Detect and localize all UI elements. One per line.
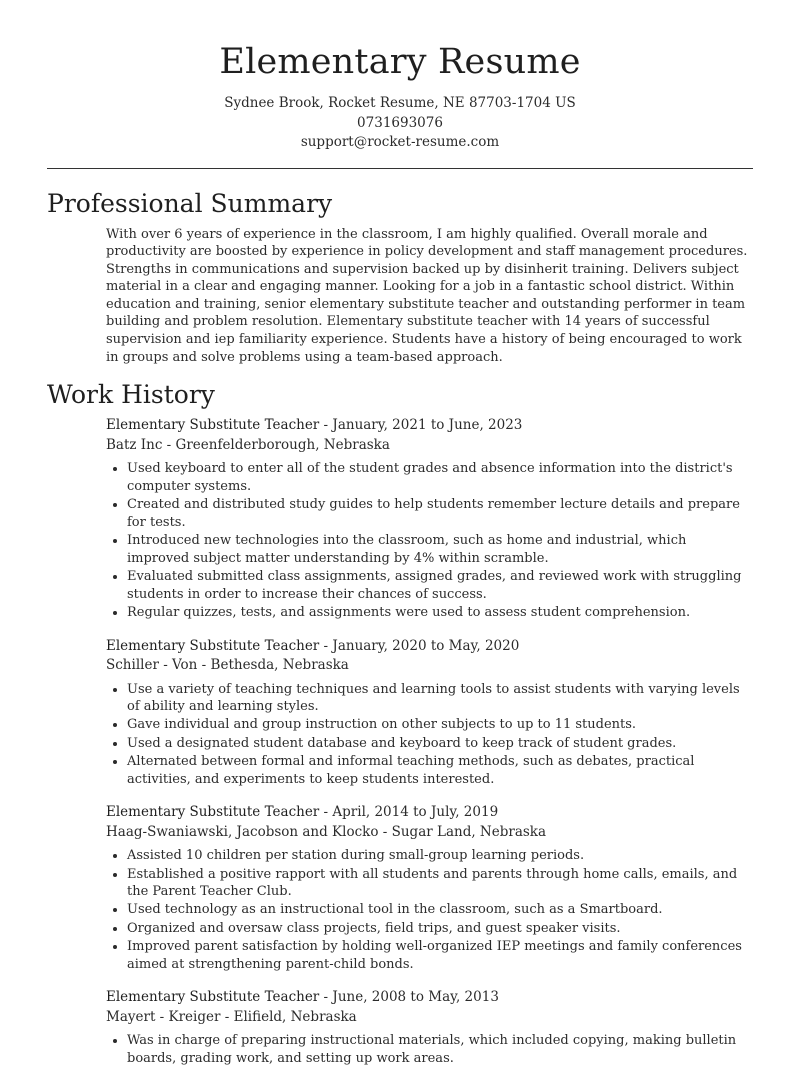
list-item: • Introduced new technologies into the classroom, such as home and industrial, which improved subject matter understanding by 4% within scramble. — [127, 532, 752, 567]
job-company-line — [106, 823, 752, 843]
job-location: - Bethesda, Nebraska — [197, 657, 349, 674]
contact-phone: 0731693076 — [357, 114, 443, 131]
job-title: Elementary Substitute Teacher — [106, 804, 320, 821]
job-title-line — [106, 416, 752, 436]
list-item: • Used a designated student database and keyboard to keep track of student grades. — [127, 735, 752, 753]
job-title-line — [106, 803, 752, 823]
contact-info — [0, 94, 800, 153]
job-location: - Greenfelderborough, Nebraska — [162, 436, 390, 453]
job-entry — [106, 416, 752, 621]
job-company: Schiller - Von — [106, 657, 198, 674]
list-item: • Used technology as an instructional tool in the classroom, such as a Smartboard. — [127, 901, 752, 919]
job-bullets — [106, 681, 752, 789]
job-title-line — [106, 637, 752, 657]
list-item: • Was in charge of preparing instructional materials, which included copying, making bulletin boards, grading work, and setting up work areas. — [127, 1032, 752, 1067]
job-bullets — [106, 460, 752, 621]
job-title: Elementary Substitute Teacher — [106, 417, 320, 434]
list-item: • Regular quizzes, tests, and assignments were used to assess student comprehension. — [127, 604, 752, 622]
job-dates: - April, 2014 to July, 2019 — [319, 804, 499, 821]
work-history-heading: Work History — [47, 380, 215, 410]
job-dates: - January, 2021 to June, 2023 — [319, 417, 523, 434]
list-item: • Evaluated submitted class assignments, assigned grades, and reviewed work with struggling students in order to increase their chances of success. — [127, 568, 752, 603]
page-title: Elementary Resume — [219, 42, 581, 82]
job-company: Haag-Swaniawski, Jacobson and Klocko — [106, 823, 379, 840]
list-item: • Organized and oversaw class projects, field trips, and guest speaker visits. — [127, 920, 752, 938]
job-company-line — [106, 436, 752, 456]
job-bullets — [106, 1032, 752, 1067]
job-entry — [106, 803, 752, 973]
list-item: • Assisted 10 children per station during small-group learning periods. — [127, 847, 752, 865]
contact-address: Sydnee Brook, Rocket Resume, NE 87703-1704 US — [224, 95, 576, 111]
resume-header — [0, 0, 800, 153]
list-item: • Created and distributed study guides to help students remember lecture details and prepare for tests. — [127, 496, 752, 531]
contact-email: support@rocket-resume.com — [300, 134, 500, 150]
summary-heading: Professional Summary — [47, 188, 333, 218]
list-item: • Alternated between formal and informal teaching methods, such as debates, practical activities, and experiments to keep students interested. — [127, 753, 752, 788]
job-bullets — [106, 847, 752, 973]
header-divider — [47, 168, 753, 169]
job-entry — [106, 988, 752, 1067]
job-title-line — [106, 988, 752, 1008]
list-item: • Use a variety of teaching techniques and learning tools to assist students with varying levels of ability and learning styles. — [127, 681, 752, 716]
list-item: • Established a positive rapport with all students and parents through home calls, emails, and the Parent Teacher Club. — [127, 866, 752, 901]
job-location: - Sugar Land, Nebraska — [378, 823, 547, 840]
list-item: • Gave individual and group instruction on other subjects to up to 11 students. — [127, 716, 752, 734]
summary-text: With over 6 years of experience in the classroom, I am highly qualified. Overall morale and productivity are boosted by experience in policy development and staff management procedures. Strengths in communications and supervision backed up by disinherit training. Delivers subject material in a clear and engaging manner. Looking for a job in a fantastic school district. Within education and training, senior elementary substitute teacher and outstanding performer in team building and problem resolution. Elementary substitute teacher with 14 years of successful supervision and iep familiarity experience. Students have a history of being encouraged to work in groups and solve problems using a team-based approach. — [106, 226, 748, 365]
job-title: Elementary Substitute Teacher — [106, 637, 320, 654]
job-location: - Elifield, Nebraska — [220, 1008, 357, 1025]
job-dates: - June, 2008 to May, 2013 — [319, 989, 499, 1006]
job-title: Elementary Substitute Teacher — [106, 989, 320, 1006]
job-entry — [106, 637, 752, 789]
job-company: Batz Inc — [106, 436, 163, 453]
job-company: Mayert - Kreiger — [106, 1008, 221, 1025]
job-dates: - January, 2020 to May, 2020 — [319, 637, 520, 654]
job-company-line — [106, 656, 752, 676]
job-company-line — [106, 1008, 752, 1028]
list-item: • Improved parent satisfaction by holding well-organized IEP meetings and family conferences aimed at strengthening parent-child bonds. — [127, 938, 752, 973]
list-item: • Used keyboard to enter all of the student grades and absence information into the district's computer systems. — [127, 460, 752, 495]
